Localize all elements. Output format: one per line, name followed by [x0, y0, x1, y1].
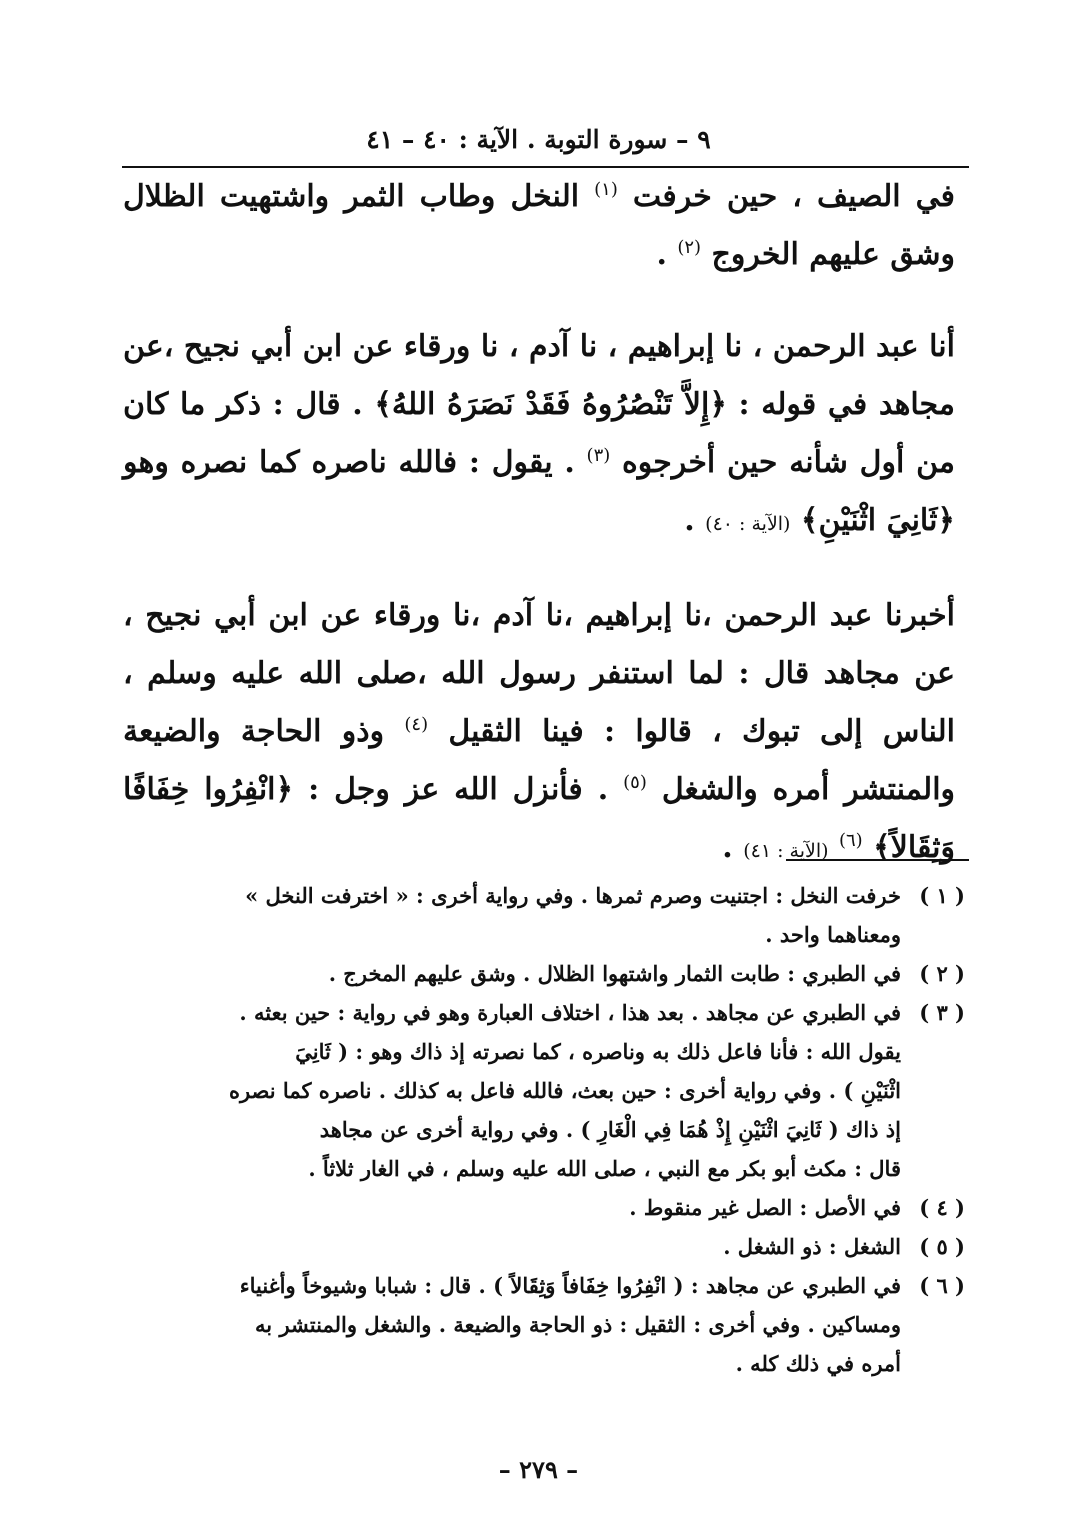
footnote-line: ومساكين . وفي أخرى : الثقيل : ذو الحاجة والضيعة . والشغل والمنتشر به: [255, 1312, 901, 1337]
footnote-2: [115, 954, 965, 993]
footnote-number: ( ٦ ): [919, 1273, 965, 1298]
footnote-text: [115, 1227, 901, 1266]
main-text: [123, 168, 955, 880]
footnote-text: [115, 876, 901, 954]
footnote-line: الشغل : ذو الشغل .: [723, 1234, 901, 1259]
paragraph-2-text-b: . قال : ذكر ما كان من أول شأنه حين أخرجوه: [123, 387, 955, 480]
footnote-line: في الطبري عن مجاهد . بعد هذا ، اختلاف العبارة وهو في رواية : حين بعثه .: [239, 1000, 901, 1025]
paragraph-3: [123, 587, 955, 880]
footnote-line: قال : مكث أبو بكر مع النبي ، صلى الله عليه وسلم ، في الغار ثلاثاً .: [308, 1156, 901, 1181]
footnote-line: إذ ذاك ( ثَانِيَ اثْنَيْنِ إِذْ هُمَا فِي الْغَارِ ) . وفي رواية أخرى عن مجاهد: [319, 1117, 901, 1142]
paragraph-2-text-c: . يقول : فالله ناصره كما نصره وهو: [123, 445, 575, 480]
paragraph-3-text-b: وذو الحاجة والضيعة والمنتشر أمره والشغل: [123, 714, 956, 807]
footnote-1: [115, 876, 965, 954]
footnote-text: [115, 1266, 901, 1383]
footnote-text: [115, 1188, 901, 1227]
footnote-rule: [786, 859, 969, 861]
quran-quote-1: ﴿إِلاَّ تَنْصُرُوهُ فَقَدْ نَصَرَهُ اللهُ﴾: [374, 387, 727, 422]
paragraph-2: [123, 318, 955, 553]
paragraph-3-text-a: أخبرنا عبد الرحمن ،نا إبراهيم ،نا آدم ،نا ورقاء عن ابن أبي نجيح ، عن مجاهد قال : لما استنفر رسول الله ،صلى الله عليه وسلم ، الناس إلى تبوك ، قالوا : فينا الثقيل: [123, 598, 955, 749]
running-header: ٩ – سورة التوبة . الآية : ٤٠ – ٤١: [366, 125, 711, 154]
footnote-number: ( ٣ ): [919, 1000, 965, 1025]
page-number: – ٢٧٩ –: [498, 1455, 579, 1484]
footnote-6: [115, 1266, 965, 1383]
footnote-line: اثْنَيْنِ ) . وفي رواية أخرى : حين بعث، فالله فاعل به كذلك . ناصره كما نصره: [228, 1078, 901, 1103]
footnote-ref-4: (٤): [404, 714, 429, 735]
footnote-number: ( ٥ ): [919, 1234, 965, 1259]
footnote-ref-2: (٢): [677, 237, 702, 258]
quran-quote-2: ﴿ثَانِيَ اثْنَيْنِ﴾: [800, 503, 955, 538]
footnote-number: ( ٢ ): [919, 961, 965, 986]
footnote-3: [115, 993, 965, 1188]
footnote-line: يقول الله : فأنا فاعل ذلك به وناصره ، كما نصرته إذ ذاك وهو : ( ثَانِيَ: [295, 1039, 901, 1064]
quran-quote-3: ﴿انْفِرُوا خِفَافًا وَثِقَالاً﴾: [123, 772, 955, 865]
footnote-number: ( ١ ): [919, 883, 965, 908]
paragraph-2-text-a: أنا عبد الرحمن ، نا إبراهيم ، نا آدم ، نا ورقاء عن ابن أبي نجيح ،عن مجاهد في قوله :: [123, 329, 955, 422]
paragraph-3-text-d: .: [722, 830, 733, 865]
paragraph-2-text-d: .: [684, 503, 695, 538]
footnote-ref-5: (٥): [623, 772, 647, 793]
paragraph-1-text-c: .: [656, 237, 667, 272]
footnote-number: ( ٤ ): [919, 1195, 965, 1220]
footnote-text: [115, 954, 901, 993]
footnote-ref-1: (١): [594, 179, 618, 200]
footnote-4: [115, 1188, 965, 1227]
footnote-text: [115, 993, 901, 1188]
paragraph-3-text-c: . فأنزل الله عز وجل :: [308, 772, 609, 807]
paragraph-1: [123, 168, 955, 284]
paragraph-1-text-a: في الصيف ، حين خرفت: [632, 179, 955, 214]
footnote-line: في الطبري : طابت الثمار واشتهوا الظلال . وشق عليهم المخرج .: [328, 961, 901, 986]
footnote-ref-6: (٦): [838, 830, 863, 851]
footnote-line: في الطبري عن مجاهد : ( انْفِرُوا خِفَافاً وَثِقَالاً ) . قال : شبابا وشيوخاً وأغنياء: [239, 1273, 901, 1298]
footnote-5: [115, 1227, 965, 1266]
verse-citation-1: (الآية : ٤٠): [705, 513, 791, 535]
footnote-line: خرفت النخل : اجتنيت وصرم ثمرها . وفي رواية أخرى : « اخترفت النخل »: [245, 883, 901, 908]
footnote-line: أمره في ذلك كله .: [735, 1351, 901, 1376]
footnote-ref-3: (٣): [586, 445, 611, 466]
paragraph-1-text-b: النخل وطاب الثمر واشتهيت الظلال وشق عليهم الخروج: [123, 179, 955, 272]
verse-citation-2: (الآية : ٤١): [743, 840, 829, 862]
footnote-line: ومعناهما واحد .: [765, 922, 901, 947]
footnote-line: في الأصل : الصل غير منقوط .: [629, 1195, 901, 1220]
footnotes: [115, 876, 965, 1383]
